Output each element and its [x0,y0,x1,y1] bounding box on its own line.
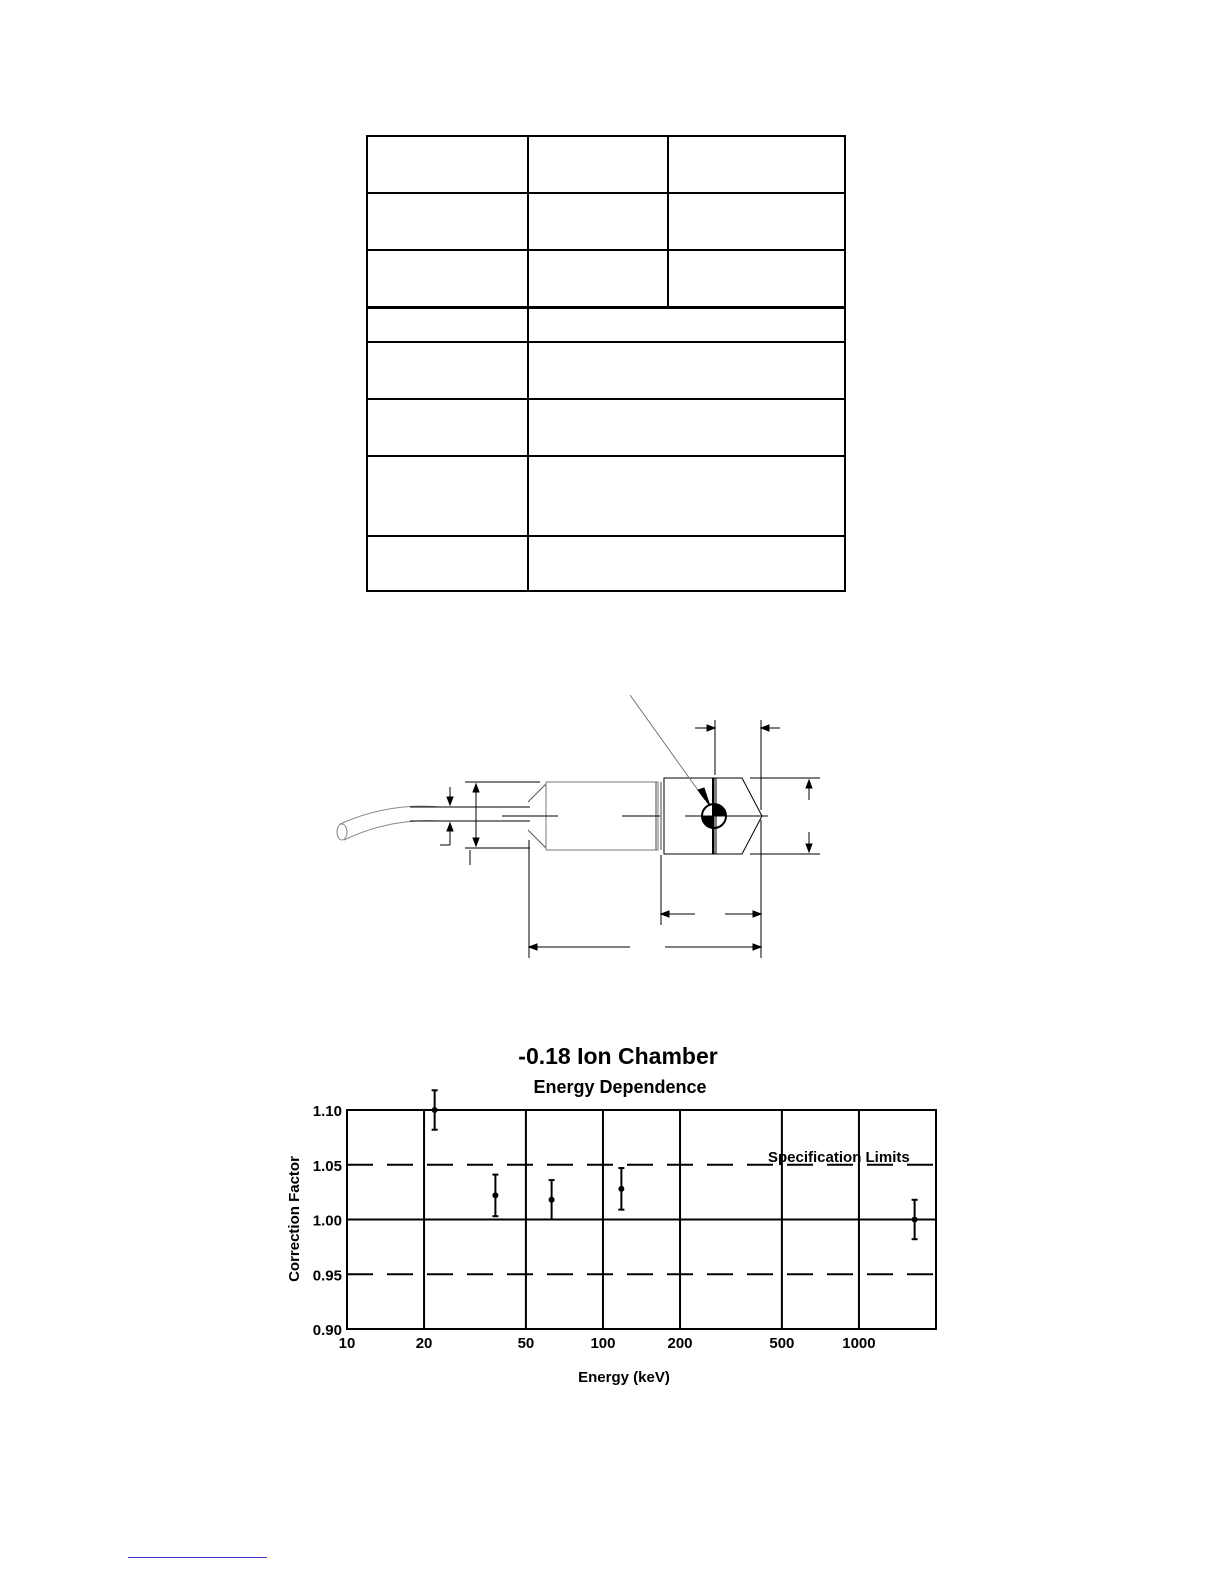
table-cell [366,535,529,592]
x-tick-label: 500 [769,1335,795,1352]
table-cell [527,307,846,343]
data-point [618,1186,624,1192]
table-cell [366,192,529,251]
table-cell [527,192,669,251]
x-tick-label: 10 [338,1335,356,1352]
y-tick-label: 1.10 [312,1103,342,1120]
table-cell [527,455,846,537]
table-cell [527,135,669,194]
chart-ticks [313,1103,876,1352]
table-cell [366,249,529,308]
y-axis-label: Correction Factor [286,1156,303,1282]
x-tick-label: 200 [667,1335,693,1352]
data-point [432,1107,438,1113]
data-point [912,1217,918,1223]
table-cell [667,192,846,251]
x-axis-label: Energy (keV) [578,1369,670,1386]
table-cell [527,398,846,457]
x-tick-label: 50 [517,1335,535,1352]
table-cell [527,535,846,592]
table-cell [527,341,846,400]
table-cell [366,455,529,537]
y-tick-label: 0.90 [312,1322,342,1339]
data-point [492,1192,498,1198]
chart-title: -0.18 Ion Chamber [518,1043,718,1069]
x-tick-label: 1000 [842,1335,876,1352]
x-tick-label: 20 [415,1335,433,1352]
spec-limits-label: Specification Limits [768,1149,910,1166]
table-cell [366,341,529,400]
data-point [549,1197,555,1203]
chart-subtitle: Energy Dependence [533,1077,707,1097]
y-tick-label: 1.05 [312,1157,342,1175]
table-cell [527,249,669,308]
y-tick-label: 0.95 [312,1267,342,1285]
chart-grid [347,1110,936,1329]
table-cell [366,398,529,457]
table-cell [366,307,529,343]
footnote-separator [128,1557,267,1558]
ion-chamber-probe-drawing [330,690,830,970]
specification-table [366,135,846,592]
y-tick-label: 1.00 [312,1212,342,1230]
table-cell [667,249,846,308]
energy-dependence-chart [275,1035,955,1395]
x-tick-label: 100 [590,1335,616,1352]
table-cell [366,135,529,194]
table-cell [667,135,846,194]
